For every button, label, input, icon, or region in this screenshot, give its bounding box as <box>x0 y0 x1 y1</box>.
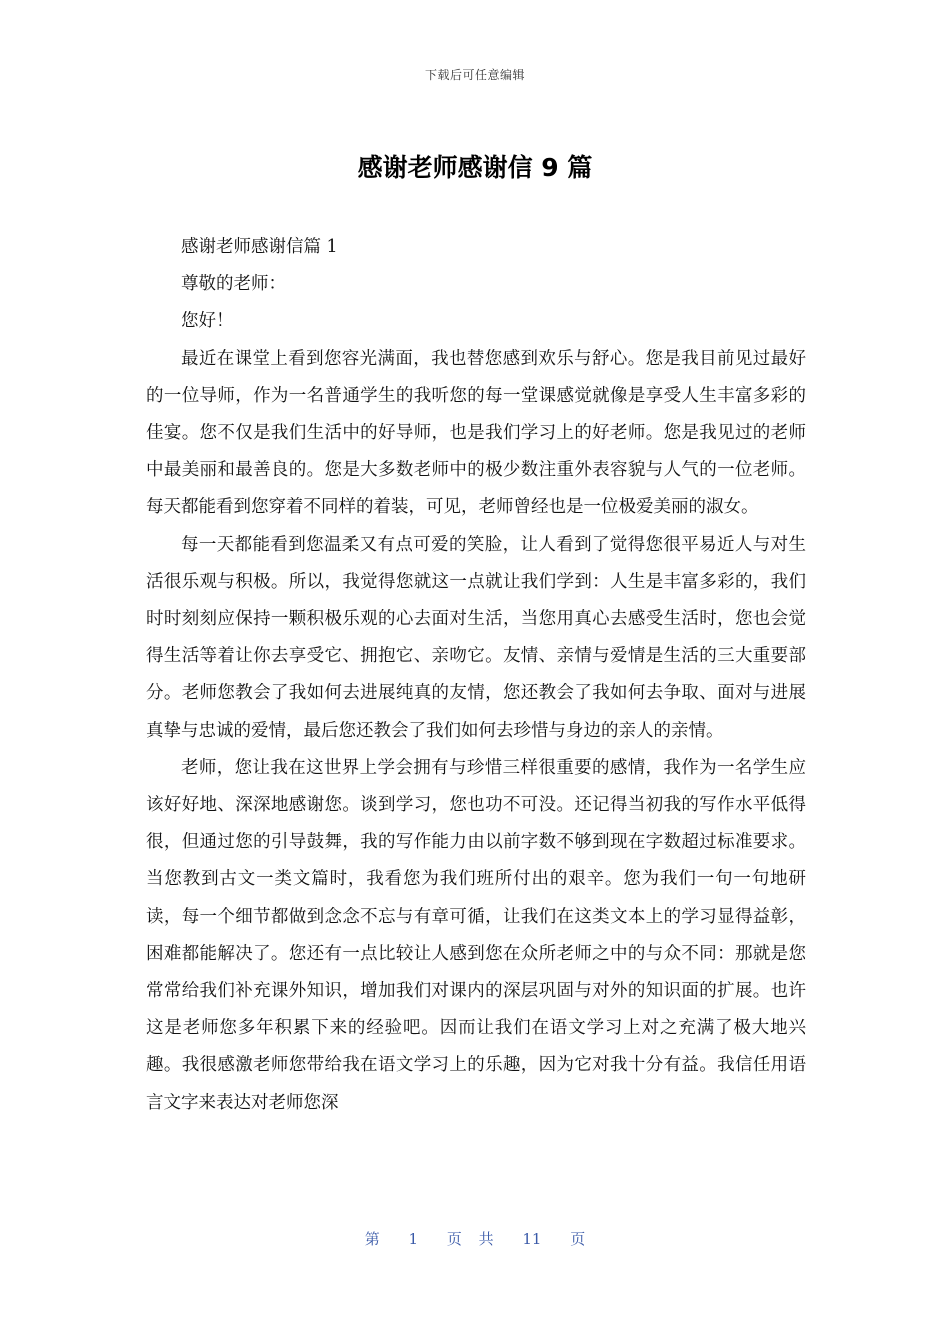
salutation: 尊敬的老师： <box>181 274 286 295</box>
total-pages: 11 <box>522 1230 542 1248</box>
document-title: 感谢老师感谢信 9 篇 <box>357 153 593 182</box>
document-body <box>146 229 806 1122</box>
footer-prefix: 第 <box>364 1230 380 1248</box>
body-paragraph: 最近在课堂上看到您容光满面，我也替您感到欢乐与舒心。您是我目前见过最好的一位导师，作为一名普通学生的我听您的每一堂课感觉就像是享受人生丰富多彩的佳宴。您不仅是我们生活中的好导师，也是我们学习上的好老师。您是我见过的老师中最美丽和最善良的。您是大多数老师中的极少数注重外表容貌与人气的一位老师。每天都能看到您穿着不同样的着装，可见，老师曾经也是一位极爱美丽的淑女。 <box>146 348 806 518</box>
current-page-number: 1 <box>408 1230 419 1248</box>
footer-mid: 页 共 <box>446 1230 494 1248</box>
greeting: 您好！ <box>181 311 234 332</box>
header-note: 下载后可任意编辑 <box>424 68 525 82</box>
footer-suffix: 页 <box>570 1230 586 1248</box>
body-paragraph: 老师，您让我在这世界上学会拥有与珍惜三样很重要的感情，我作为一名学生应该好好地、深深地感谢您。谈到学习，您也功不可没。还记得当初我的写作水平低得很，但通过您的引导鼓舞，我的写作能力由以前字数不够到现在字数超过标准要求。当您教到古文一类文篇时，我看您为我们班所付出的艰辛。您为我们一句一句地研读，每一个细节都做到念念不忘与有章可循，让我们在这类文本上的学习显得益彰，困难都能解决了。您还有一点比较让人感到您在众所老师之中的与众不同：那就是您常常给我们补充课外知识，增加我们对课内的深层巩固与对外的知识面的扩展。也许这是老师您多年积累下来的经验吧。因而让我们在语文学习上对之充满了极大地兴趣。我很感激老师您带给我在语文学习上的乐趣，因为它对我十分有益。我信任用语言文字来表达对老师您深 <box>146 757 806 1113</box>
body-paragraph: 每一天都能看到您温柔又有点可爱的笑脸，让人看到了觉得您很平易近人与对生活很乐观与积极。所以，我觉得您就这一点就让我们学到：人生是丰富多彩的，我们时时刻刻应保持一颗积极乐观的心去面对生活，当您用真心去感受生活时，您也会觉得生活等着让你去享受它、拥抱它、亲吻它。友情、亲情与爱情是生活的三大重要部分。老师您教会了我如何去进展纯真的友情，您还教会了我如何去争取、面对与进展真挚与忠诚的爱情，最后您还教会了我们如何去珍惜与身边的亲人的亲情。 <box>146 534 806 741</box>
page-footer <box>0 1228 950 1249</box>
section-heading: 感谢老师感谢信篇 1 <box>181 237 338 257</box>
